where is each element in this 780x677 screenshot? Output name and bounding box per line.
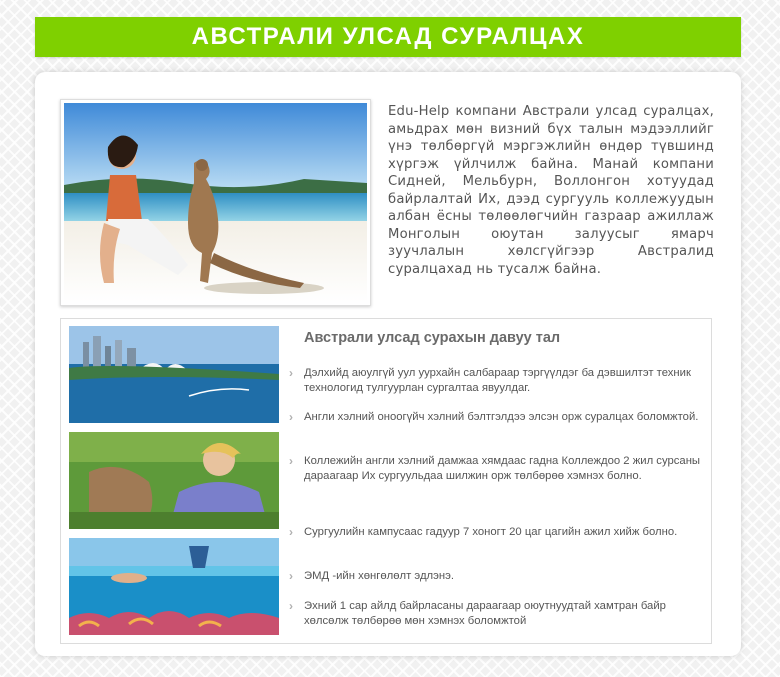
- chevron-right-icon: ›: [289, 525, 293, 539]
- advantage-text: Англи хэлний оноогүйч хэлний бэлтгэлдээ элсэн орж суралцах боломжтой.: [304, 411, 699, 423]
- advantage-text: Сургуулийн кампусаас гадуур 7 хоногт 20 цаг цагийн ажил хийж болно.: [304, 526, 678, 538]
- advantages-panel: [60, 318, 712, 644]
- advantage-item: [289, 454, 704, 484]
- chevron-right-icon: ›: [289, 454, 293, 468]
- advantage-item: [289, 569, 704, 584]
- advantage-item: [289, 366, 704, 396]
- advantage-item: [289, 599, 704, 629]
- page-title: АВСТРАЛИ УЛСАД СУРАЛЦАХ: [191, 23, 585, 50]
- snorkeling-reef-photo: [69, 538, 279, 635]
- advantages-title: Австрали улсад сурахын давуу тал: [304, 330, 561, 346]
- intro-paragraph: Edu-Help компани Австрали улсад суралцах, амьдрах мөн визний бүх талын мэдээллийг үнэ төлбөргүй мэргэжлийн өндөр түвшинд хүргэж үйлчилж байна. Манай компани Сидней, Мельбурн, Воллонгон хотуудад байрлалтай Их, дээд сургууль коллежуудын албан ёсны төлөөлөгчийн газраар ажиллаж Монголын оюутан залуусыг ямарч зуучлалын хөлсгүйгээр Австралид суралцахад нь тусалж байна.: [388, 104, 714, 277]
- chevron-right-icon: ›: [289, 569, 293, 583]
- student-with-kangaroo-photo: [69, 432, 279, 529]
- chevron-right-icon: ›: [289, 410, 293, 424]
- sydney-harbour-photo: [69, 326, 279, 423]
- advantage-item: [289, 525, 704, 540]
- chevron-right-icon: ›: [289, 366, 293, 380]
- hero-photo-woman-with-kangaroo: [60, 99, 371, 306]
- advantage-item: [289, 410, 704, 425]
- advantage-text: ЭМД -ийн хөнгөлөлт эдлэнэ.: [304, 570, 455, 582]
- advantage-text: Дэлхийд аюулгүй уул уурхайн салбараар тэргүүлдэг ба дэвшилтэт техник технологид тулгуурлан сургалтаа явуулдаг.: [304, 367, 691, 394]
- title-banner: [35, 17, 741, 57]
- content-card: [35, 72, 741, 656]
- chevron-right-icon: ›: [289, 599, 293, 613]
- advantage-text: Коллежийн англи хэлний дамжаа хямдаас гадна Коллеждоо 2 жил сурсаны дараагаар Их сургуульдаа шилжин орж төлбөрөө хэмнэх болно.: [304, 455, 701, 482]
- advantage-text: Эхний 1 сар айлд байрласаны дараагаар оюутнуудтай хамтран байр хөлсөлж төлбөрөө мөн хэмнэх боломжтой: [304, 600, 666, 627]
